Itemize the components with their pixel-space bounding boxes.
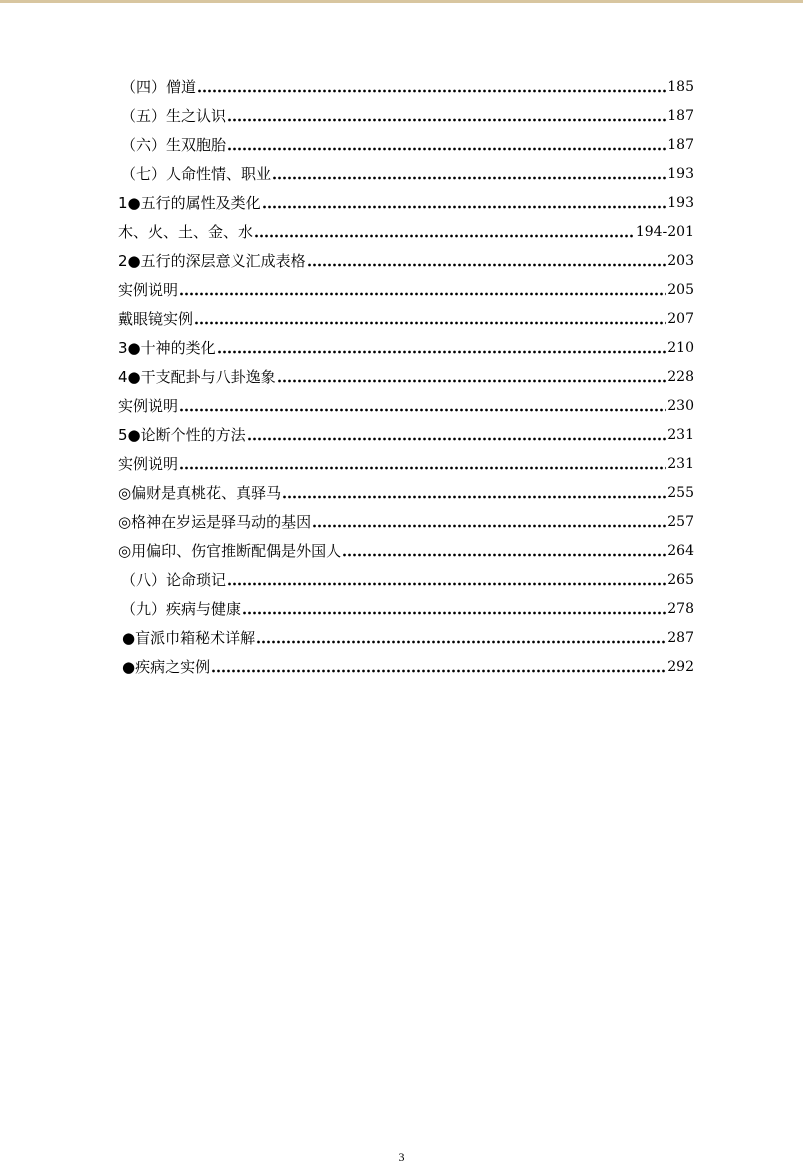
page-number: 3 [398, 1150, 405, 1164]
toc-entry-title: （九）疾病与健康 [121, 600, 242, 619]
toc-entry-title: （六）生双胞胎 [121, 135, 227, 154]
dot-leader [179, 466, 666, 470]
toc-entry-page: 193 [667, 194, 694, 211]
dot-leader [179, 292, 666, 296]
toc-entry[interactable] [0, 421, 803, 450]
toc-entry[interactable] [0, 130, 803, 159]
toc-entry-title: 3●十神的类化 [118, 338, 216, 357]
toc-entry[interactable] [0, 392, 803, 421]
toc-entry-title: （四）僧道 [121, 77, 197, 96]
toc-entry[interactable] [0, 508, 803, 537]
dot-leader [256, 640, 666, 644]
top-border-rule [0, 0, 803, 3]
toc-entry-page: 230 [667, 398, 694, 415]
toc-entry[interactable] [0, 101, 803, 130]
toc-entry-title: 实例说明 [118, 455, 179, 474]
toc-entry[interactable] [0, 304, 803, 333]
toc-entry-page: 265 [667, 572, 694, 589]
toc-entry-title: ◎格神在岁运是驿马动的基因 [118, 513, 312, 532]
dot-leader [312, 524, 666, 528]
toc-entry-page: 257 [667, 514, 694, 531]
toc-entry[interactable] [0, 333, 803, 362]
dot-leader [307, 263, 667, 267]
toc-entry-page: 193 [667, 165, 694, 182]
toc-entry-page: 278 [667, 601, 694, 618]
toc-entry[interactable] [0, 217, 803, 246]
toc-entry-page: 194-201 [635, 223, 694, 240]
toc-entry[interactable] [0, 450, 803, 479]
dot-leader [262, 205, 667, 209]
toc-entry[interactable] [0, 159, 803, 188]
toc-entry-title: 1●五行的属性及类化 [118, 193, 261, 212]
toc-entry-page: 292 [667, 659, 694, 676]
toc-entry[interactable] [0, 624, 803, 653]
toc-entry-page: 205 [667, 281, 694, 298]
dot-leader [342, 553, 666, 557]
toc-entry-title: ●盲派巾箱秘术详解 [122, 629, 256, 648]
toc-entry-title: 4●干支配卦与八卦逸象 [118, 367, 276, 386]
dot-leader [247, 437, 667, 441]
toc-entry-title: ◎偏财是真桃花、真驿马 [118, 484, 282, 503]
toc-entry[interactable] [0, 595, 803, 624]
toc-entry-page: 231 [667, 456, 694, 473]
toc-entry-title: 实例说明 [118, 280, 179, 299]
toc-entry-title: 5●论断个性的方法 [118, 426, 246, 445]
toc-entry-title: 2●五行的深层意义汇成表格 [118, 251, 306, 270]
dot-leader [194, 321, 666, 325]
toc-entry[interactable] [0, 188, 803, 217]
toc-entry-title: ●疾病之实例 [122, 658, 211, 677]
toc-entry-page: 187 [667, 136, 694, 153]
toc-entry-page: 287 [667, 630, 694, 647]
toc-entry[interactable] [0, 653, 803, 682]
dot-leader [179, 408, 666, 412]
toc-entry-title: （五）生之认识 [121, 106, 227, 125]
toc-entry-page: 203 [667, 252, 694, 269]
toc-entry-title: （八）论命琐记 [121, 571, 227, 590]
table-of-contents [0, 72, 803, 682]
dot-leader [211, 669, 666, 673]
toc-entry-title: 实例说明 [118, 397, 179, 416]
dot-leader [217, 350, 667, 354]
toc-entry[interactable] [0, 275, 803, 304]
toc-entry-page: 264 [667, 543, 694, 560]
toc-entry-page: 207 [667, 310, 694, 327]
toc-entry[interactable] [0, 537, 803, 566]
toc-entry-page: 210 [667, 339, 694, 356]
toc-entry-page: 185 [667, 78, 694, 95]
toc-entry-page: 255 [667, 485, 694, 502]
toc-entry[interactable] [0, 566, 803, 595]
toc-entry-page: 231 [667, 427, 694, 444]
dot-leader [282, 495, 666, 499]
toc-entry-title: （七）人命性情、职业 [121, 164, 272, 183]
toc-entry-title: 戴眼镜实例 [118, 309, 194, 328]
dot-leader [227, 118, 666, 122]
toc-entry-title: ◎用偏印、伤官推断配偶是外国人 [118, 542, 342, 561]
toc-entry[interactable] [0, 479, 803, 508]
toc-entry-title: 木、火、土、金、水 [118, 222, 254, 241]
dot-leader [277, 379, 667, 383]
dot-leader [227, 147, 666, 151]
toc-entry-page: 187 [667, 107, 694, 124]
dot-leader [242, 611, 666, 615]
toc-entry[interactable] [0, 246, 803, 275]
dot-leader [254, 234, 635, 238]
dot-leader [227, 582, 666, 586]
dot-leader [272, 176, 666, 180]
toc-entry-page: 228 [667, 368, 694, 385]
dot-leader [197, 89, 666, 93]
toc-entry[interactable] [0, 362, 803, 391]
toc-entry[interactable] [0, 72, 803, 101]
